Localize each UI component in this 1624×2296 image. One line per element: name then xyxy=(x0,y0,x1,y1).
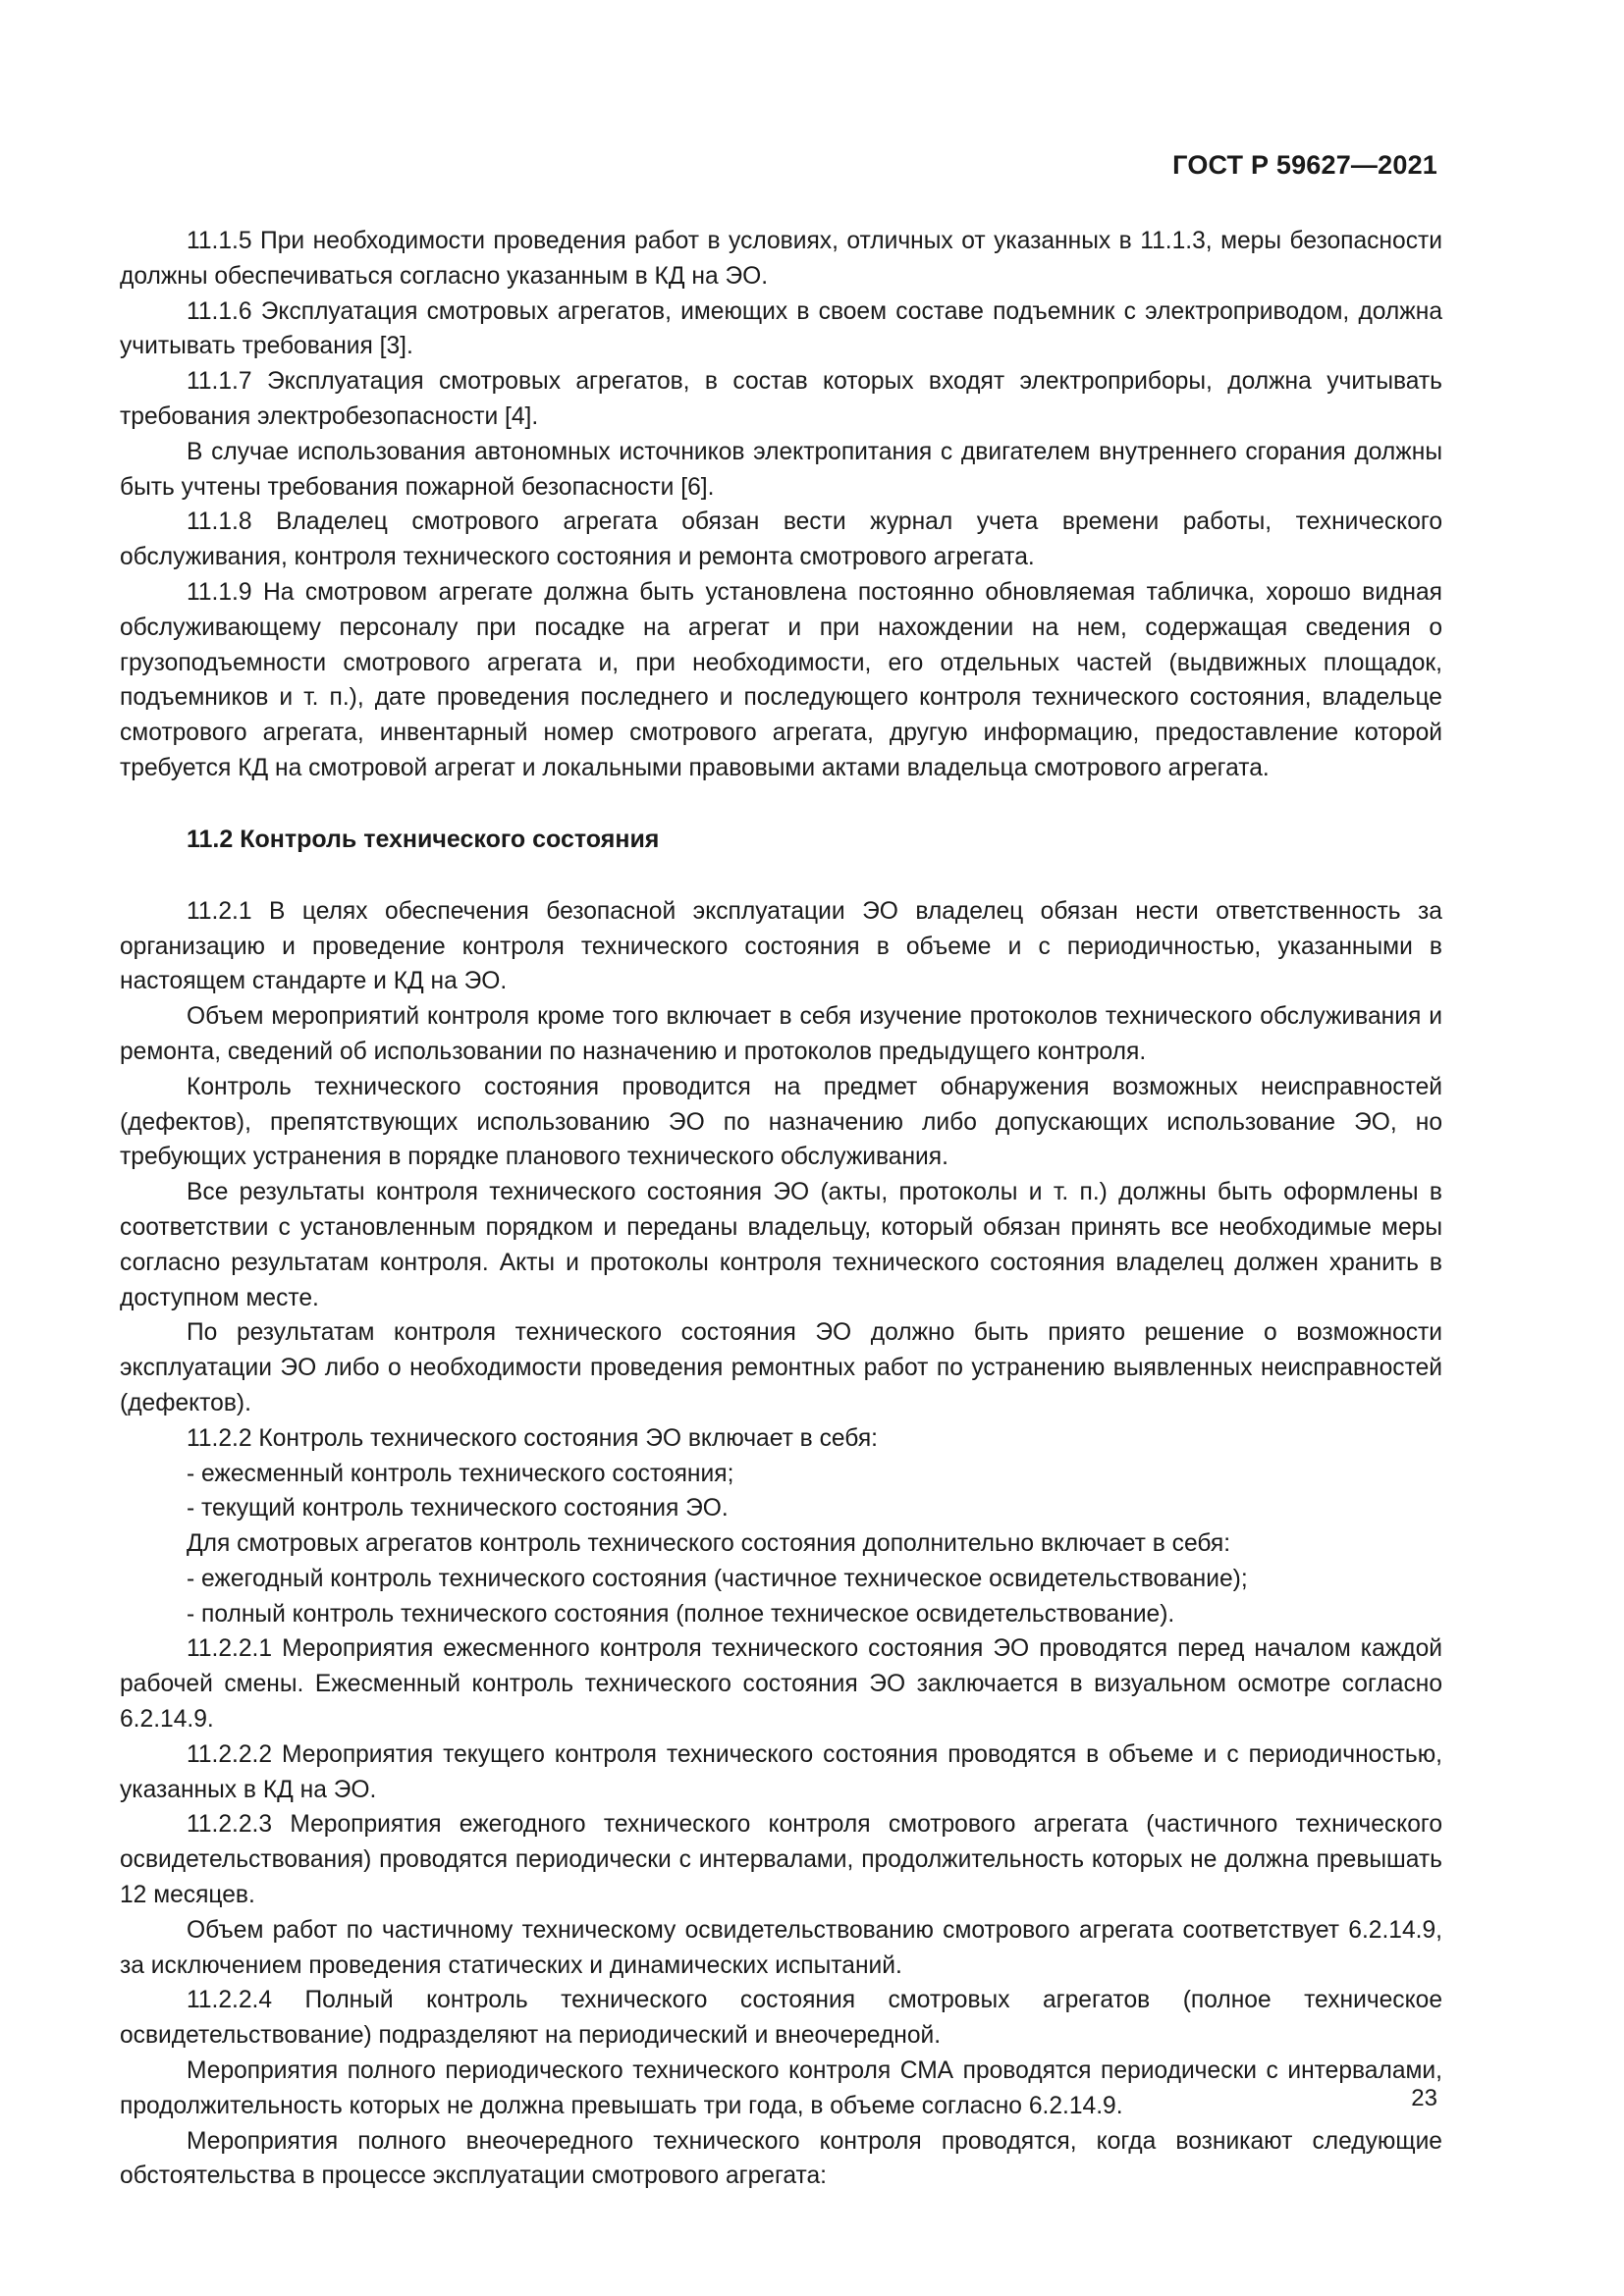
paragraph: По результатам контроля технического состояния ЭО должно быть приято решение о возможности эксплуатации ЭО либо о необходимости проведения ремонтных работ по устранению выявленных неисправностей (дефектов). xyxy=(120,1319,1442,1416)
paragraph: 11.2.2.2 Мероприятия текущего контроля технического состояния проводятся в объеме и с периодичностью, указанных в КД на ЭО. xyxy=(120,1740,1442,1803)
paragraph: 11.1.8 Владелец смотрового агрегата обязан вести журнал учета времени работы, технического обслуживания, контроля технического состояния и ремонта смотрового агрегата. xyxy=(120,508,1442,571)
page-number: 23 xyxy=(1411,2085,1437,2111)
paragraph: Для смотровых агрегатов контроль технического состояния дополнительно включает в себя: xyxy=(187,1530,1231,1558)
paragraph: Объем мероприятий контроля кроме того включает в себя изучение протоколов технического обслуживания и ремонта, сведений об использовании по назначению и протоколов предыдущего контроля. xyxy=(120,1003,1442,1065)
list-item: - текущий контроль технического состояния ЭО. xyxy=(187,1495,729,1522)
document-code-header: ГОСТ Р 59627—2021 xyxy=(1172,150,1437,180)
paragraph: 11.2.1 В целях обеспечения безопасной эксплуатации ЭО владелец обязан нести ответственность за организацию и проведение контроля технического состояния в объеме и с периодичностью, указанными в настоящем стандарте и КД на ЭО. xyxy=(120,897,1442,995)
paragraph: 11.1.9 На смотровом агрегате должна быть установлена постоянно обновляемая табличка, хорошо видная обслуживающему персоналу при посадке на агрегат и при нахождении на нем, содержащая сведения о грузоподъемности смотрового агрегата и, при необходимости, его отдельных частей (выдвижных площадок, подъемников и т. п.), дате проведения последнего и последующего контроля технического состояния, владельце смотрового агрегата, инвентарный номер смотрового агрегата, другую информацию, предоставление которой требуется КД на смотровой агрегат и локальными правовыми актами владельца смотрового агрегата. xyxy=(120,578,1442,781)
paragraph: 11.2.2.3 Мероприятия ежегодного технического контроля смотрового агрегата (частичного технического освидетельствования) проводятся периодически с интервалами, продолжительность которых не должна превышать 12 месяцев. xyxy=(120,1811,1442,1909)
paragraph: 11.1.7 Эксплуатация смотровых агрегатов, в состав которых входят электроприборы, должна учитывать требования электробезопасности [4]. xyxy=(120,368,1442,430)
paragraph: В случае использования автономных источников электропитания с двигателем внутреннего сгорания должны быть учтены требования пожарной безопасности [6]. xyxy=(120,438,1442,501)
paragraph: Контроль технического состояния проводится на предмет обнаружения возможных неисправностей (дефектов), препятствующих использованию ЭО по назначению либо допускающих использование ЭО, но требующих устранения в порядке планового технического обслуживания. xyxy=(120,1073,1442,1171)
list-item: - ежегодный контроль технического состояния (частичное техническое освидетельствование); xyxy=(187,1565,1248,1592)
list-item: - полный контроль технического состояния (полное техническое освидетельствование). xyxy=(187,1600,1175,1628)
section-11-2-paragraphs xyxy=(120,894,1442,2194)
section-11-1-paragraphs xyxy=(120,224,1442,786)
paragraph: 11.2.2.4 Полный контроль технического состояния смотровых агрегатов (полное техническое освидетельствование) подразделяют на периодический и внеочередной. xyxy=(120,1987,1442,2050)
paragraph: Мероприятия полного периодического технического контроля СМА проводятся периодически с интервалами, продолжительность которых не должна превышать три года, в объеме согласно 6.2.14.9. xyxy=(120,2057,1442,2119)
paragraph: 11.2.2.1 Мероприятия ежесменного контроля технического состояния ЭО проводятся перед началом каждой рабочей смены. Ежесменный контроль технического состояния ЭО заключается в визуальном осмотре согласно 6.2.14.9. xyxy=(120,1635,1442,1734)
paragraph: 11.2.2 Контроль технического состояния ЭО включает в себя: xyxy=(187,1424,878,1452)
list-item: - ежесменный контроль технического состояния; xyxy=(187,1460,734,1487)
section-heading: 11.2 Контроль технического состояния xyxy=(187,825,660,853)
paragraph: 11.1.6 Эксплуатация смотровых агрегатов, имеющих в своем составе подъемник с электроприводом, должна учитывать требования [3]. xyxy=(120,297,1442,360)
paragraph: Все результаты контроля технического состояния ЭО (акты, протоколы и т. п.) должны быть оформлены в соответствии с установленным порядком и переданы владельцу, который обязан принять все необходимые меры согласно результатам контроля. Акты и протоколы контроля технического состояния владелец должен хранить в доступном месте. xyxy=(120,1179,1442,1311)
paragraph: Объем работ по частичному техническому освидетельствованию смотрового агрегата соответствует 6.2.14.9, за исключением проведения статических и динамических испытаний. xyxy=(120,1916,1442,1979)
document-body xyxy=(120,224,1442,2194)
paragraph: Мероприятия полного внеочередного технического контроля проводятся, когда возникают следующие обстоятельства в процессе эксплуатации смотрового агрегата: xyxy=(120,2127,1442,2190)
paragraph: 11.1.5 При необходимости проведения работ в условиях, отличных от указанных в 11.1.3, меры безопасности должны обеспечиваться согласно указанным в КД на ЭО. xyxy=(120,228,1442,290)
